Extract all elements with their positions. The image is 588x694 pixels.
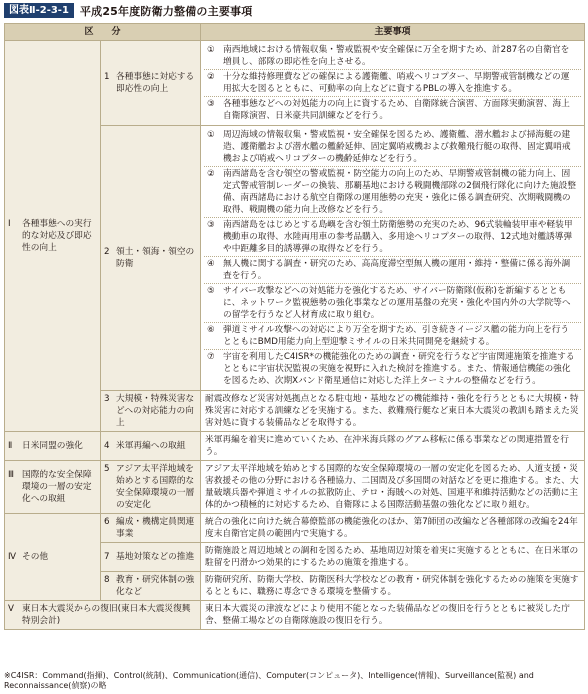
item-text: 弾道ミサイル攻撃への対応により万全を期すため、引き続きイージス艦の能力向上を行うとともにBMD用能力向上型迎撃ミサイルの日米共同開発を継続する。 — [223, 325, 570, 347]
content-cell-2 — [201, 126, 585, 391]
list-item — [204, 97, 581, 123]
subcategory-number: 6 — [104, 517, 110, 527]
subcategory-label: 教育・研究体制の強化など — [116, 575, 195, 597]
list-item — [204, 257, 581, 284]
category-number: Ⅳ — [8, 552, 17, 562]
subcategory-number: 3 — [104, 394, 110, 404]
category-number: Ⅱ — [8, 441, 13, 451]
item-text: 周辺海域の情報収集・警戒監視・安全確保を図るため、護衛艦、潜水艦および掃海艇の建造、護衛艦および潜水艦の艦齢延伸、固定翼哨戒機および救難飛行艇の取得、固定翼哨戒機および哨戒ヘリコプターの機齢延伸などを行う。 — [223, 130, 571, 164]
figure-title: 平成25年度防衛力整備の主要事項 — [79, 4, 253, 18]
content-cell-4: 米軍再編を着実に進めていくため、在沖米海兵隊のグアム移転に係る事業などの関連措置を行う。 — [201, 432, 585, 461]
footnote: ※C4ISR：Command(指揮)、Control(統制)、Communication(通信)、Computer(コンピュータ)、Intelligence(情報)、Surveillance(監視) and Reconnaissance(偵察)の略 — [4, 671, 534, 691]
category-cell-2 — [5, 432, 101, 461]
content-cell-7: 防衛施設と周辺地域との調和を図るため、基地周辺対策を着実に実施するとともに、在日米軍の駐留を円滑かつ効果的にするための施策を推進する。 — [201, 543, 585, 572]
item-number: ① — [207, 45, 215, 55]
content-cell-8: 防衛研究所、防衛大学校、防衛医科大学校などの教育・研究体制を強化するための施策を実施するとともに、職務に専念できる環境を整備する。 — [201, 572, 585, 601]
item-number: ③ — [207, 220, 215, 230]
item-text: 南西諸島を含む領空の警戒監視・防空能力の向上のため、早期警戒管制機の能力向上、固定式警戒管制レーダーの換装、那覇基地における戦闘機部隊の2個飛行隊化に向けた施設整備、南西諸島における航空自衛隊の運用態勢の充実・強化に係る調査研究、次期戦闘機の取得、戦闘機の能力向上改修などを行う。 — [223, 169, 577, 215]
header-content: 主要事項 — [201, 24, 585, 41]
item-number: ② — [207, 169, 215, 179]
figure-title-bar — [4, 3, 252, 18]
subcategory-label: アジア太平洋地域を始めとする国際的な安全保障環境の一層の安定化 — [116, 464, 195, 510]
item-text: 各種事態などへの対処能力の向上に資するため、自衛隊統合演習、方面隊実動演習、海上自衛隊演習、日米豪共同訓練などを行う。 — [223, 99, 570, 121]
subcategory-label: 基地対策などの推進 — [116, 552, 195, 562]
item-text: サイバー攻撃などへの対処能力を強化するため、サイバー防衛隊(仮称)を新編するとともに、ネットワーク監視態勢の強化事業などの運用基盤の充実・強化や国内外の大学院等への留学を行うなど人材育成に取り組む。 — [223, 286, 571, 320]
item-text: 十分な維持修理費などの確保による護衛艦、哨戒ヘリコプター、早期警戒管制機などの運用拡大を図るとともに、可動率の向上などに資するPBLの導入を推進する。 — [223, 72, 570, 94]
subcategory-number: 1 — [104, 72, 110, 82]
category-label: 東日本大震災からの復旧(東日本大震災復興特別会計) — [22, 604, 191, 626]
list-item — [204, 43, 581, 70]
subcategory-cell-5 — [101, 461, 201, 514]
category-cell-4 — [5, 514, 101, 601]
subcategory-number: 2 — [104, 247, 110, 257]
list-item — [204, 128, 581, 167]
category-number: Ⅲ — [8, 470, 14, 480]
content-cell-9: 東日本大震災の津波などにより使用不能となった装備品などの復旧を行うとともに被災した庁舎、整備工場などの自衛隊施設の復旧を行う。 — [201, 601, 585, 630]
list-item — [204, 323, 581, 350]
table-header-row — [5, 24, 585, 41]
category-cell-5 — [5, 601, 201, 630]
subcategory-number: 8 — [104, 575, 110, 585]
list-item — [204, 167, 581, 218]
subcategory-number: 4 — [104, 441, 110, 451]
content-cell-5: アジア太平洋地域を始めとする国際的な安全保障環境の一層の安定化を図るため、人道支援・災害救援その他の分野における各種協力、二国間及び多国間の対話などを更に推進する。また、大量破壊兵器や弾道ミサイルの拡散防止、テロ・海賊への対処、国連平和維持活動などの活動に主体的かつ積極的に対応するため、自衛隊による国際活動基盤の強化などに取り組む。 — [201, 461, 585, 514]
subcategory-label: 米軍再編への取組 — [116, 441, 186, 451]
subcategory-label: 各種事態に対応する即応性の向上 — [116, 72, 195, 94]
table-row — [5, 461, 585, 514]
subcategory-cell-4 — [101, 432, 201, 461]
item-text: 無人機に関する調査・研究のため、高高度滞空型無人機の運用・維持・整備に係る海外調査を行う。 — [223, 259, 571, 281]
subcategory-label: 大規模・特殊災害などへの対応能力の向上 — [116, 394, 195, 428]
list-item — [204, 218, 581, 257]
category-cell-3 — [5, 461, 101, 514]
item-text: 南西地域における情報収集・警戒監視や安全確保に万全を期すため、計287名の自衛官を増員し、部隊の即応性を向上させる。 — [223, 45, 570, 67]
table-row — [5, 601, 585, 630]
list-item — [204, 70, 581, 97]
category-cell-1 — [5, 41, 101, 432]
subcategory-cell-2 — [101, 126, 201, 391]
item-number: ① — [207, 130, 215, 140]
subcategory-label: 編成・機構定員関連事業 — [116, 517, 195, 539]
table-row — [5, 41, 585, 126]
list-item — [204, 350, 581, 388]
content-cell-1 — [201, 41, 585, 126]
main-table — [4, 23, 585, 630]
subcategory-number: 7 — [104, 552, 110, 562]
category-label: 各種事態への実行的な対応及び即応性の向上 — [22, 219, 92, 253]
subcategory-cell-3 — [101, 391, 201, 432]
subcategory-cell-8 — [101, 572, 201, 601]
subcategory-label: 領土・領海・領空の防衛 — [116, 247, 195, 269]
item-number: ⑦ — [207, 352, 215, 362]
figure-label: 図表Ⅱ-2-3-1 — [4, 3, 74, 18]
list-item — [204, 284, 581, 323]
category-label: 日米同盟の強化 — [22, 441, 83, 451]
item-text: 宇宙を利用したC4ISR*の機能強化のための調査・研究を行うなど宇宙関連施策を推進するとともに宇宙状況監視の実施を視野に入れた検討を推進する。また、情報通信機能の強化を図るため、次期Xバンド衛星通信に対応した洋上ターミナルの整備などを行う。 — [223, 352, 575, 386]
subcategory-cell-1 — [101, 41, 201, 126]
item-text: 南西諸島をはじめとする島嶼を含む領土防衛態勢の充実のため、96式装輪装甲車や軽装甲機動車の取得、水陸両用車の参考品購入、多用途ヘリコプターの取得、12式地対艦誘導弾や中距離多目的誘導弾の取得などを行う。 — [223, 220, 573, 254]
subcategory-cell-6 — [101, 514, 201, 543]
item-number: ⑥ — [207, 325, 215, 335]
table-row — [5, 514, 585, 543]
item-number: ④ — [207, 259, 215, 269]
category-number: Ⅰ — [8, 219, 11, 229]
subcategory-number: 5 — [104, 464, 110, 474]
header-category: 区 分 — [5, 24, 201, 41]
subcategory-cell-7 — [101, 543, 201, 572]
item-number: ⑤ — [207, 286, 215, 296]
content-cell-6: 統合の強化に向けた統合幕僚監部の機能強化のほか、第7師団の改編など各種部隊の改編を24年度末自衛官定員の範囲内で実施する。 — [201, 514, 585, 543]
category-label: その他 — [22, 552, 49, 562]
table-row — [5, 432, 585, 461]
content-cell-3: 耐震改修など災害対処拠点となる駐屯地・基地などの機能維持・強化を行うとともに大規模・特殊災害に対応する訓練などを実施する。また、救難飛行艇など東日本大震災の教訓も踏まえた災害対処に資する装備品などを取得する。 — [201, 391, 585, 432]
category-label: 国際的な安全保障環境の一層の安定化への取組 — [22, 470, 92, 504]
item-number: ② — [207, 72, 215, 82]
category-number: Ⅴ — [8, 604, 14, 614]
item-number: ③ — [207, 99, 215, 109]
